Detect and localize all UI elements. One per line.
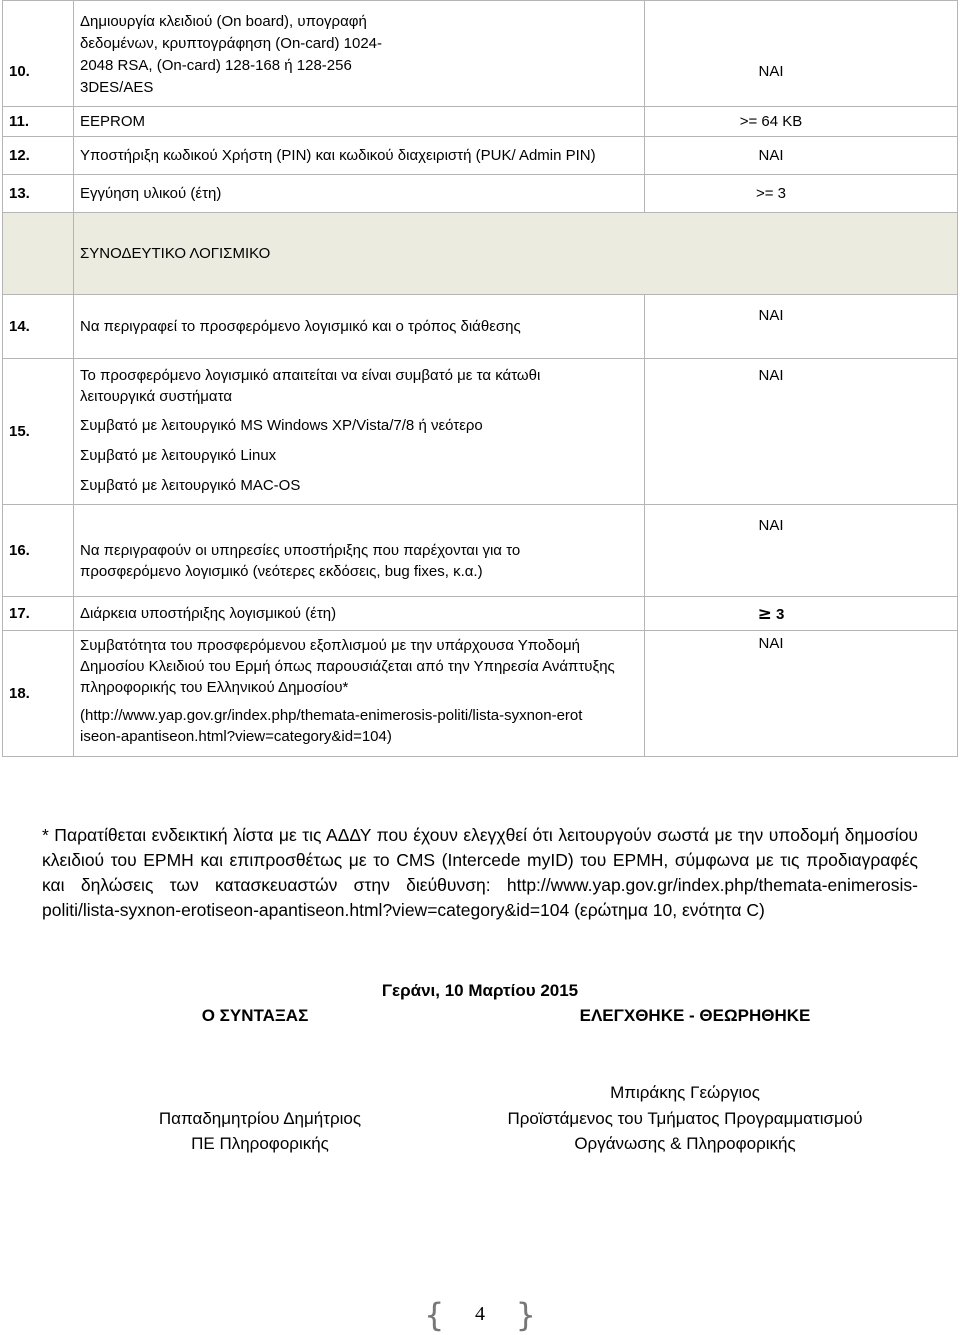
right-signatory-role: Προϊστάμενος του Τμήματος Προγραμματισμού [507, 1109, 863, 1128]
table-row [3, 1, 958, 107]
row-number: 15. [3, 359, 74, 505]
section-row [3, 213, 958, 295]
row-description: Να περιγραφεί το προσφερόμενο λογισμικό και ο τρόπος διάθεσης [74, 295, 645, 359]
table-row [3, 137, 958, 175]
row-value: ΝΑΙ [645, 137, 958, 175]
row-description: Εγγύηση υλικού (έτη) [74, 175, 645, 213]
row-description [74, 631, 645, 757]
table-row [3, 175, 958, 213]
row-number: 13. [3, 175, 74, 213]
row-value: ΝΑΙ [645, 359, 958, 505]
section-heading: ΣΥΝΟΔΕΥΤΙΚΟ ΛΟΓΙΣΜΙΚΟ [74, 213, 958, 295]
greater-equal-symbol: ≥ [757, 603, 772, 624]
table-row [3, 505, 958, 597]
row-description: Διάρκεια υποστήριξης λογισμικού (έτη) [74, 597, 645, 631]
row-description: Δημιουργία κλειδιού (On board), υπογραφή δεδομένων, κρυπτογράφηση (On-card) 1024-2048 RSA, (On-card) 128-168 ή 128-256 3DES/AES [74, 1, 645, 107]
page-number-text: 4 [475, 1303, 485, 1325]
row-number: 11. [3, 107, 74, 137]
table-row [3, 107, 958, 137]
row-value: ΝΑΙ [645, 295, 958, 359]
right-signatory-role: Οργάνωσης & Πληροφορικής [574, 1134, 796, 1153]
description-line: Συμβατότητα του προσφερόμενου εξοπλισμού με την υπάρχουσα Υποδομή Δημοσίου Κλειδιού του Ερμή όπως παρουσιάζεται από την Υπηρεσία Ανάπτυξης πληροφορικής του Ελληνικού Δημοσίου* [80, 637, 615, 696]
row-number: 12. [3, 137, 74, 175]
description-line: (http://www.yap.gov.gr/index.php/themata-enimerosis-politi/lista-syxnon-erotiseon-apantiseon.html?view=category&id=104) [80, 707, 583, 745]
row-value: ΝΑΙ [645, 505, 958, 597]
row-number: 17. [3, 597, 74, 631]
row-description: Να περιγραφούν οι υπηρεσίες υποστήριξης που παρέχονται για το προσφερόμενο λογισμικό (νεότερες εκδόσεις, bug fixes, κ.α.) [74, 505, 645, 597]
table-row [3, 631, 958, 757]
row-number: 10. [3, 1, 74, 107]
description-line: Συμβατό με λειτουργικό Linux [80, 447, 277, 464]
row-description [74, 359, 645, 505]
row-number: 18. [3, 631, 74, 757]
row-number: 14. [3, 295, 74, 359]
row-number: 16. [3, 505, 74, 597]
page-number [424, 1296, 536, 1334]
right-signatory-name: Μπιράκης Γεώργιος [610, 1083, 760, 1102]
footnote [42, 823, 918, 923]
left-signatory-role: ΠΕ Πληροφορικής [191, 1134, 329, 1153]
row-value [645, 597, 958, 631]
table-row [3, 359, 958, 505]
row-value: >= 3 [645, 175, 958, 213]
description-line: Συμβατό με λειτουργικό MAC-OS [80, 477, 301, 494]
description-line: Συμβατό με λειτουργικό MS Windows XP/Vista/7/8 ή νεότερο [80, 417, 483, 434]
footnote-text: * Παρατίθεται ενδεικτική λίστα με τις ΑΔΔΥ που έχουν ελεγχθεί ότι λειτουργούν σωστά με την υποδομή δημοσίου κλειδιού του ΕΡΜΗ και επιπροσθέτως με το CMS (Intercede myID) του ΕΡΜΗ, σύμφωνα με τις προδιαγραφές και δηλώσεις των κατασκευαστών στην διεύθυνση: http://www.yap.gov.gr/index.php/themata-enimerosis-politi/lista-syxnon-erotiseon-apantiseon.html?view=category&id=104 (ερώτημα 10, ενότητα C) [42, 825, 918, 920]
row-description: EEPROM [74, 107, 645, 137]
left-brace-icon: { [424, 1296, 445, 1334]
right-signature-title: ΕΛΕΓΧΘΗΚΕ - ΘΕΩΡΗΘΗΚΕ [579, 1006, 811, 1025]
table-row [3, 597, 958, 631]
row-value: >= 64 KB [645, 107, 958, 137]
row-value: ΝΑΙ [645, 1, 958, 107]
left-signatory-name: Παπαδημητρίου Δημήτριος [158, 1109, 362, 1128]
description-line: Το προσφερόμενο λογισμικό απαιτείται να είναι συμβατό με τα κάτωθι λειτουργικά συστήματα [80, 367, 541, 405]
left-signature-title: Ο ΣΥΝΤΑΞΑΣ [201, 1006, 309, 1025]
specification-table [2, 0, 958, 757]
table-row [3, 295, 958, 359]
row-value: ΝΑΙ [645, 631, 958, 757]
row-description: Υποστήριξη κωδικού Χρήστη (PIN) και κωδικού διαχειριστή (PUK/ Admin PIN) [74, 137, 645, 175]
right-brace-icon: } [515, 1296, 536, 1334]
row-value-number: 3 [776, 605, 785, 623]
place-date: Γεράνι, 10 Μαρτίου 2015 [381, 981, 579, 1000]
